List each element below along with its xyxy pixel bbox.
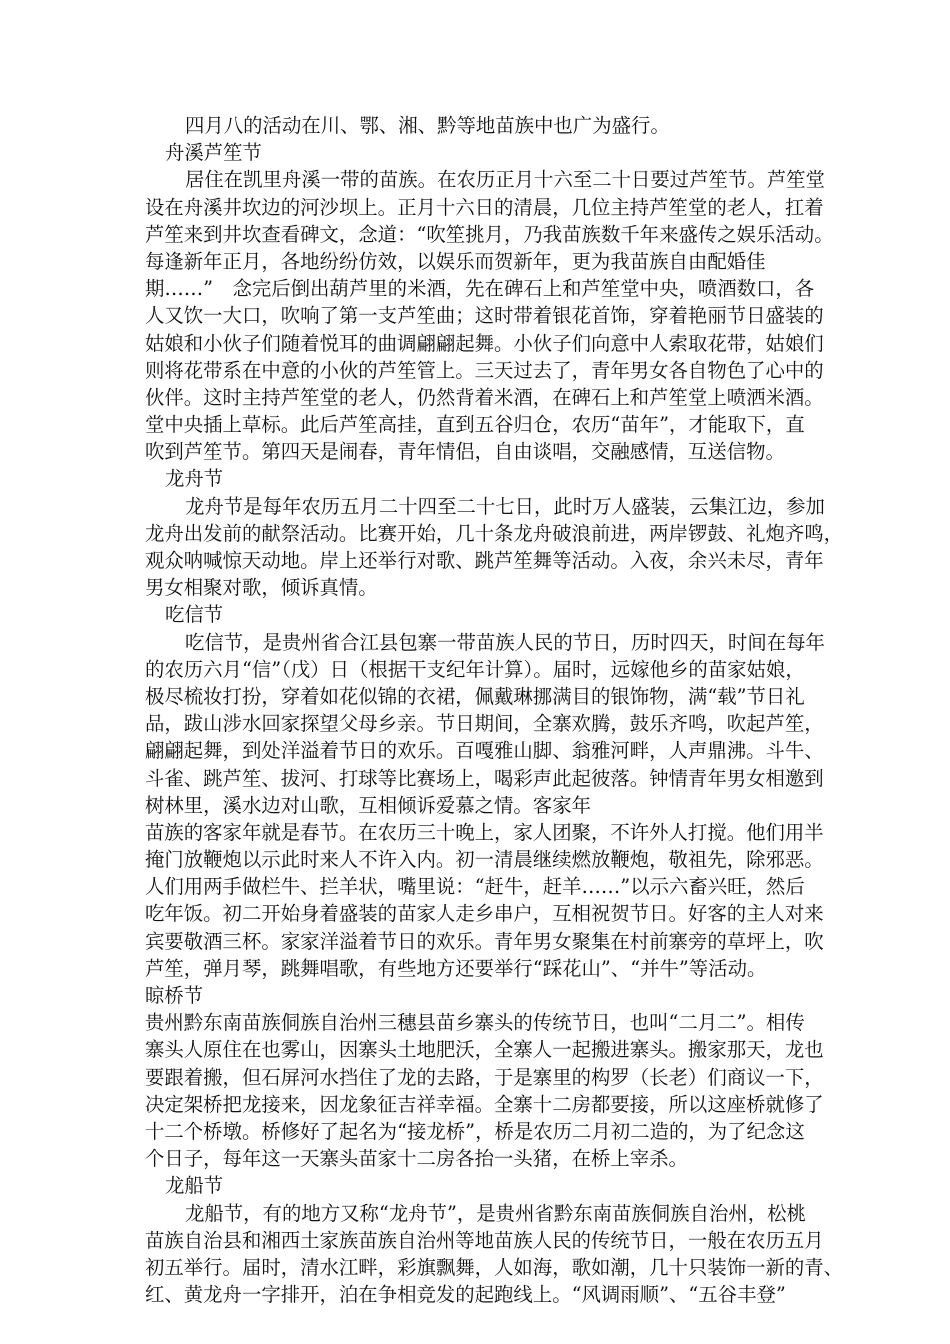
text-line: 极尽梳妆打扮，穿着如花似锦的衣裙，佩戴琳挪满目的银饰物，满“载”节日礼 xyxy=(145,684,805,708)
text-line: 树林里，溪水边对山歌，互相倾诉爱慕之情。客家年 xyxy=(145,793,591,817)
text-line: 吃信节 xyxy=(165,603,224,627)
text-line: 要跟着搬，但石屏河水挡住了龙的去路，于是寨里的构罗（长老）们商议一下， xyxy=(145,1065,824,1089)
text-line: 红、黄龙舟一字排开，泊在争相竞发的起跑线上。“风调雨顺”、“五谷丰登” xyxy=(145,1283,786,1307)
text-line: 斗雀、跳芦笙、拔河、打球等比赛场上，喝彩声此起彼落。钟情青年男女相邀到 xyxy=(145,766,824,790)
text-line: 四月八的活动在川、鄂、湘、黔等地苗族中也广为盛行。 xyxy=(185,114,670,137)
text-line: 翩翩起舞，到处洋溢着节日的欢乐。百嘎雅山脚、翁雅河畔，人声鼎沸。斗牛、 xyxy=(145,739,824,763)
text-line: 居住在凯里舟溪一带的苗族。在农历正月十六至二十日要过芦笙节。芦笙堂 xyxy=(185,168,825,192)
text-line: 宾要敬酒三杯。家家洋溢着节日的欢乐。青年男女聚集在村前寨旁的草坪上，吹 xyxy=(145,929,824,953)
text-line: 人又饮一大口，吹响了第一支芦笙曲；这时带着银花首饰，穿着艳丽节日盛装的 xyxy=(145,304,824,328)
text-line: 观众呐喊惊天动地。岸上还举行对歌、跳芦笙舞等活动。入夜，余兴未尽，青年 xyxy=(145,549,824,572)
text-line: 个日子，每年这一天寨头苗家十二房各抬一头猪，在桥上宰杀。 xyxy=(145,1147,688,1171)
text-line: 掩门放鞭炮以示此时来人不许入内。初一清晨继续燃放鞭炮，敬祖先，除邪恶。 xyxy=(145,848,824,872)
text-line: 舟溪芦笙节 xyxy=(165,141,262,165)
text-line: 吹到芦笙节。第四天是闹春，青年情侣，自由谈唱，交融感情，互送信物。 xyxy=(145,440,785,464)
text-line: 品，跋山涉水回家探望父母乡亲。节日期间，全寨欢腾，鼓乐齐鸣，吹起芦笙， xyxy=(145,712,824,736)
text-line: 决定架桥把龙接来，因龙象征吉祥幸福。全寨十二房都要接，所以这座桥就修了 xyxy=(145,1092,824,1116)
text-line: 的农历六月“信”（戊）日（根据干支纪年计算）。届时，远嫁他乡的苗家姑娘， xyxy=(145,657,805,681)
text-line: 十二个桥墩。桥修好了起名为“接龙桥”，桥是农历二月初二造的，为了纪念这 xyxy=(145,1119,805,1143)
text-line: 初五举行。届时，清水江畔，彩旗飘舞，人如海，歌如潮，几十只装饰一新的青、 xyxy=(145,1255,844,1279)
text-line: 设在舟溪井坎边的河沙坝上。正月十六日的清晨，几位主持芦笙堂的老人，扛着 xyxy=(145,195,824,219)
text-line: 吃年饭。初二开始身着盛装的苗家人走乡串户，互相祝贺节日。好客的主人对来 xyxy=(145,902,824,926)
text-line: 则将花带系在中意的小伙的芦笙管上。三天过去了，青年男女各自物色了心中的 xyxy=(145,358,824,382)
text-line: 贵州黔东南苗族侗族自治州三穗县苗乡寨头的传统节日，也叫“二月二”。相传 xyxy=(145,1011,805,1035)
text-line: 龙船节，有的地方又称“龙舟节”，是贵州省黔东南苗族侗族自治州，松桃 xyxy=(185,1201,806,1225)
text-line: 苗族的客家年就是春节。在农历三十晚上，家人团聚，不许外人打搅。他们用半 xyxy=(145,820,824,844)
text-line: 芦笙，弹月琴，跳舞唱歌，有些地方还要举行“踩花山”、“并牛”等活动。 xyxy=(145,956,767,980)
text-line: 堂中央插上草标。此后芦笙高挂，直到五谷归仓，农历“苗年”，才能取下，直 xyxy=(145,413,805,437)
document-body xyxy=(145,112,844,1308)
text-line: 芦笙来到井坎查看碑文，念道：“吹笙挑月，乃我苗族数千年来盛传之娱乐活动。 xyxy=(145,222,834,246)
text-line: 伙伴。这时主持芦笙堂的老人，仍然背着米酒，在碑石上和芦笙堂上喷洒米酒。 xyxy=(145,385,824,409)
text-line: 龙舟出发前的献祭活动。比赛开始，几十条龙舟破浪前进，两岸锣鼓、礼炮齐鸣， xyxy=(145,521,844,545)
text-line: 男女相聚对歌，倾诉真情。 xyxy=(145,576,378,600)
text-line: 龙舟节 xyxy=(165,467,224,491)
text-line: 人们用两手做栏牛、拦羊状，嘴里说：“赶牛，赶羊……”以示六畜兴旺，然后 xyxy=(145,875,805,899)
text-line: 期……” 念完后倒出葫芦里的米酒，先在碑石上和芦笙堂中央，喷酒数口，各 xyxy=(145,277,815,301)
text-line: 每逢新年正月，各地纷纷仿效，以娱乐而贺新年，更为我苗族自由配婚佳 xyxy=(145,249,766,273)
text-line: 龙船节 xyxy=(165,1174,224,1198)
text-line: 寨头人原住在也雾山，因寨头土地肥沃，全寨人一起搬进寨头。搬家那天，龙也 xyxy=(145,1038,824,1062)
text-line: 姑娘和小伙子们随着悦耳的曲调翩翩起舞。小伙子们向意中人索取花带，姑娘们 xyxy=(145,331,824,355)
text-line: 晾桥节 xyxy=(145,984,204,1007)
text-line: 龙舟节是每年农历五月二十四至二十七日，此时万人盛装，云集江边，参加 xyxy=(185,494,825,518)
text-line: 吃信节，是贵州省合江县包寨一带苗族人民的节日，历时四天，时间在每年 xyxy=(185,630,825,654)
text-line: 苗族自治县和湘西土家族苗族自治州等地苗族人民的传统节日，一般在农历五月 xyxy=(145,1228,824,1252)
